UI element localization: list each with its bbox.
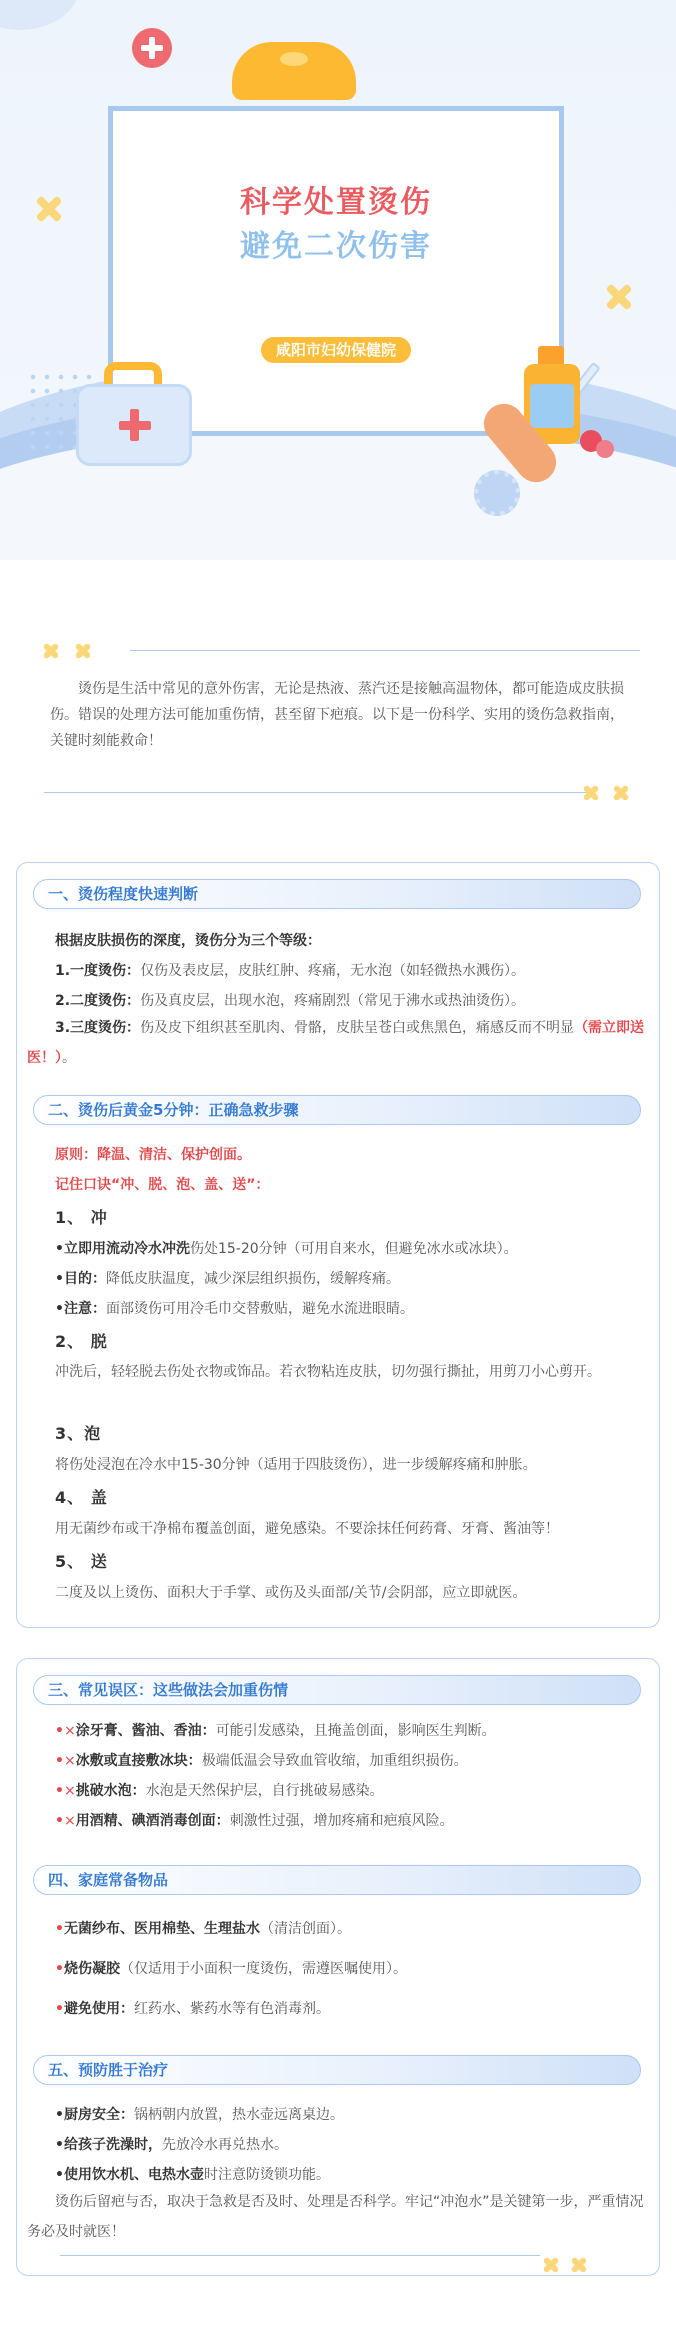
divider <box>44 792 594 793</box>
step-heading: 1、 冲 <box>55 1208 108 1227</box>
step-heading: 5、 送 <box>55 1552 108 1571</box>
list-item: •×挑破水泡：水泡是天然保护层，自行挑破易感染。 <box>55 1783 384 1799</box>
organization-badge: 咸阳市妇幼保健院 <box>261 337 411 363</box>
sparkle-icon <box>604 282 634 312</box>
list-item: 3.三度烫伤：伤及皮下组织甚至肌肉、骨骼，皮肤呈苍白或焦黑色，痛感反而不明显（需立即送医！）。 <box>27 1020 645 1066</box>
list-item: •×涂牙膏、酱油、香油：可能引发感染，且掩盖创面，影响医生判断。 <box>55 1723 496 1739</box>
content-card <box>16 862 660 1628</box>
section-title: 一、烫伤程度快速判断 <box>48 885 199 903</box>
sparkle-icon <box>542 2256 560 2274</box>
list-item: •给孩子洗澡时，先放冷水再兑热水。 <box>55 2137 288 2153</box>
section-title: 四、家庭常备物品 <box>48 1871 169 1889</box>
list-item: •×冰敷或直接敷冰块：极端低温会导致血管收缩，加重组织损伤。 <box>55 1753 468 1769</box>
step-text: 用无菌纱布或干净棉布覆盖创面，避免感染。不要涂抹任何药膏、牙膏、酱油等！ <box>55 1521 559 1537</box>
sparkle-icon <box>582 784 600 802</box>
step-heading: 4、 盖 <box>55 1488 108 1507</box>
section-header <box>33 1865 641 1895</box>
list-item: 2.二度烫伤：伤及真皮层，出现水泡，疼痛剧烈（常见于沸水或热油烫伤）。 <box>55 993 526 1009</box>
page-title: 科学处置烫伤 <box>240 185 432 220</box>
section-title: 五、预防胜于治疗 <box>48 2061 169 2079</box>
step-heading: 3、泡 <box>55 1424 102 1443</box>
section-lead: 根据皮肤损伤的深度，烫伤分为三个等级： <box>55 933 321 949</box>
virus-icon <box>474 470 520 516</box>
decor-blob <box>0 0 80 30</box>
sparkle-icon <box>570 2256 588 2274</box>
pill-icon <box>596 440 614 458</box>
list-item: •无菌纱布、医用棉垫、生理盐水（清洁创面）。 <box>55 1921 351 1937</box>
list-item: •×用酒精、碘酒消毒创面：刺激性过强，增加疼痛和疤痕风险。 <box>55 1813 454 1829</box>
list-item: •使用饮水机、电热水壶时注意防烫锁功能。 <box>55 2167 330 2183</box>
section-header <box>33 1675 641 1705</box>
step-text: 冲洗后，轻轻脱去伤处衣物或饰品。若衣物粘连皮肤，切勿强行撕扯，用剪刀小心剪开。 <box>55 1364 601 1380</box>
clipboard-clip-icon <box>232 42 356 100</box>
section-title: 二、烫伤后黄金5分钟：正确急救步骤 <box>48 1101 299 1119</box>
first-aid-kit-icon <box>76 384 192 466</box>
closing-text: 烫伤后留疤与否，取决于急救是否及时、处理是否科学。牢记“冲泡水”是关键第一步，严重情况务必及时就医！ <box>27 2194 644 2240</box>
medical-cross-icon <box>132 28 172 68</box>
list-item: •注意：面部烫伤可用冷毛巾交替敷贴，避免水流进眼睛。 <box>55 1301 414 1317</box>
principle-text: 原则：降温、清洁、保护创面。 <box>55 1147 251 1163</box>
section-title: 三、常见误区：这些做法会加重伤情 <box>48 1681 289 1699</box>
section-header <box>33 879 641 909</box>
list-item: •厨房安全：锅柄朝内放置，热水壶远离桌边。 <box>55 2107 344 2123</box>
content-card <box>16 1658 660 2276</box>
list-item: •立即用流动冷水冲洗伤处15-20分钟（可用自来水，但避免冰水或冰块）。 <box>55 1241 518 1257</box>
sparkle-icon <box>42 642 60 660</box>
medicine-bottle-icon <box>530 384 574 428</box>
list-item: •目的：降低皮肤温度，减少深层组织损伤，缓解疼痛。 <box>55 1271 400 1287</box>
step-heading: 2、 脱 <box>55 1332 108 1351</box>
sparkle-icon <box>612 784 630 802</box>
list-item: •避免使用：红药水、紫药水等有色消毒剂。 <box>55 2001 330 2017</box>
mnemonic-text: 记住口诀“冲、脱、泡、盖、送”： <box>55 1177 270 1193</box>
intro-box <box>34 640 642 802</box>
hero-banner <box>0 0 676 560</box>
list-item: •烧伤凝胶（仅适用于小面积一度烫伤，需遵医嘱使用）。 <box>55 1961 407 1977</box>
step-text: 二度及以上烫伤、面积大于手掌、或伤及头面部/关节/会阴部，应立即就医。 <box>55 1585 527 1601</box>
sparkle-icon <box>74 642 92 660</box>
sparkle-icon <box>34 194 64 224</box>
medicine-bottle-icon <box>538 346 564 366</box>
divider <box>60 2255 540 2256</box>
section-header <box>33 2055 641 2085</box>
page-subtitle: 避免二次伤害 <box>240 229 432 264</box>
step-text: 将伤处浸泡在冷水中15-30分钟（适用于四肢烫伤），进一步缓解疼痛和肿胀。 <box>55 1457 537 1473</box>
list-item: 1.一度烫伤：仅伤及表皮层，皮肤红肿、疼痛，无水泡（如轻微热水溅伤）。 <box>55 963 526 979</box>
section-header <box>33 1095 641 1125</box>
intro-text: 烫伤是生活中常见的意外伤害，无论是热液、蒸汽还是接触高温物体，都可能造成皮肤损伤。错误的处理方法可能加重伤情，甚至留下疤痕。以下是一份科学、实用的烫伤急救指南，关键时刻能救命！ <box>50 681 624 749</box>
divider <box>130 650 640 651</box>
